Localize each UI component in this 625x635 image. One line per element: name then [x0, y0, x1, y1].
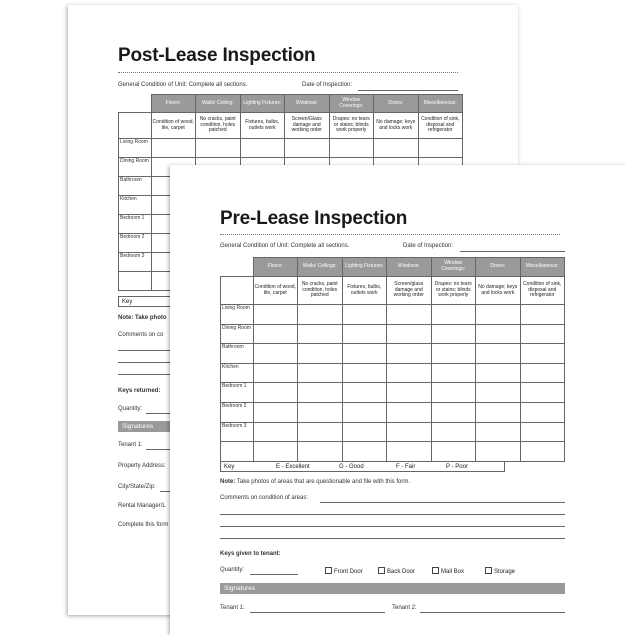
- tenant1-label: Tenant 1:: [220, 605, 245, 611]
- column-description: No damage; keys and locks work: [476, 277, 521, 305]
- inspection-cell[interactable]: [520, 422, 565, 442]
- inspection-cell[interactable]: [342, 402, 387, 422]
- inspection-cell[interactable]: [387, 344, 432, 364]
- inspection-cell[interactable]: [298, 305, 343, 325]
- quantity-field[interactable]: [250, 574, 298, 575]
- inspection-cell[interactable]: [476, 383, 521, 403]
- key-fair: F - Fair: [396, 464, 416, 470]
- inspection-cell[interactable]: [387, 442, 432, 462]
- column-description: No cracks, paint condition, holes patched: [298, 277, 343, 305]
- inspection-cell[interactable]: [253, 305, 298, 325]
- city-state-zip-label: City/State/Zip:: [118, 484, 156, 490]
- room-label: Kitchen: [119, 196, 152, 215]
- inspection-cell[interactable]: [431, 422, 476, 442]
- tenant2-label: Tenant 2:: [392, 605, 417, 611]
- property-address-label: Property Address:: [118, 463, 166, 469]
- key-legend: [220, 461, 505, 472]
- inspection-cell[interactable]: [119, 272, 152, 291]
- column-header: Floors:: [253, 258, 298, 277]
- checkbox-icon[interactable]: [485, 567, 492, 574]
- inspection-cell[interactable]: [431, 442, 476, 462]
- inspection-cell[interactable]: [476, 402, 521, 422]
- quantity-field[interactable]: [146, 413, 170, 414]
- room-label: Bedroom 3: [221, 422, 254, 442]
- tenant1-label: Tenant 1:: [118, 442, 143, 448]
- key-good: G - Good: [339, 464, 364, 470]
- inspection-cell[interactable]: [520, 383, 565, 403]
- mail-box-option[interactable]: Mail Box: [432, 567, 464, 575]
- column-description: No damage; keys and locks work: [374, 113, 419, 139]
- inspection-cell[interactable]: [151, 139, 196, 158]
- complete-form-text: Complete this form: [118, 522, 169, 528]
- column-description: Drapes: no tears or stains; blinds work properly: [431, 277, 476, 305]
- inspection-cell[interactable]: [253, 363, 298, 383]
- room-label: Kitchen: [221, 363, 254, 383]
- date-of-inspection-label: Date of Inspection:: [302, 82, 353, 88]
- column-description: Screen/glass damage and working order: [387, 277, 432, 305]
- inspection-cell[interactable]: [342, 324, 387, 344]
- pre-lease-sheet: [170, 165, 625, 635]
- inspection-cell[interactable]: [520, 363, 565, 383]
- room-label: Bedroom 3: [119, 253, 152, 272]
- inspection-cell[interactable]: [253, 344, 298, 364]
- comments-line[interactable]: [220, 538, 565, 539]
- key-excellent: E - Excellent: [276, 464, 310, 470]
- back-door-option[interactable]: Back Door: [378, 567, 415, 575]
- date-of-inspection-label: Date of Inspection:: [403, 243, 454, 249]
- room-label: Bathroom: [221, 344, 254, 364]
- inspection-cell[interactable]: [476, 422, 521, 442]
- column-header: Lighting Fixtures:: [240, 95, 285, 113]
- inspection-cell[interactable]: [342, 383, 387, 403]
- table-row: [221, 363, 565, 383]
- column-header: Window Coverings:: [329, 95, 374, 113]
- inspection-cell[interactable]: [431, 383, 476, 403]
- tenant2-field[interactable]: [420, 612, 565, 613]
- general-condition-text: General Condition of Unit: Complete all sections.: [220, 243, 350, 249]
- inspection-cell[interactable]: [431, 363, 476, 383]
- room-label: Bedroom 1: [221, 383, 254, 403]
- inspection-cell[interactable]: [285, 139, 330, 158]
- comments-line[interactable]: [220, 526, 565, 527]
- table-row: [221, 402, 565, 422]
- key-label: Key: [122, 299, 133, 305]
- table-row: [221, 422, 565, 442]
- inspection-cell[interactable]: [253, 442, 298, 462]
- column-description: Condition of wood, tile, carpet: [253, 277, 298, 305]
- comments-label: Comments on condition of areas:: [220, 495, 309, 501]
- inspection-cell[interactable]: [221, 442, 254, 462]
- column-header: Walls/ Ceilings:: [298, 258, 343, 277]
- inspection-cell[interactable]: [387, 402, 432, 422]
- table-row: [221, 324, 565, 344]
- comments-line[interactable]: [118, 374, 170, 375]
- inspection-cell[interactable]: [342, 305, 387, 325]
- inspection-cell[interactable]: [298, 422, 343, 442]
- inspection-cell[interactable]: [329, 139, 374, 158]
- column-description: No cracks, paint condition, holes patched: [196, 113, 241, 139]
- table-row: [119, 139, 463, 158]
- room-label: Bedroom 2: [119, 234, 152, 253]
- room-label: Bedroom 1: [119, 215, 152, 234]
- room-label: Dining Room: [119, 158, 152, 177]
- quantity-label: Quantity:: [118, 406, 143, 412]
- comments-label: Comments on co: [118, 332, 164, 338]
- inspection-cell[interactable]: [520, 402, 565, 422]
- table-row: [221, 305, 565, 325]
- inspection-cell[interactable]: [520, 305, 565, 325]
- column-header: Miscellaneous:: [520, 258, 565, 277]
- note-label: Note:: [220, 479, 236, 485]
- room-label: Bathroom: [119, 177, 152, 196]
- rental-manager-label: Rental Manager/L: [118, 503, 166, 509]
- room-label: Bedroom 2: [221, 402, 254, 422]
- title-divider: [220, 234, 560, 235]
- room-label: Living Room: [221, 305, 254, 325]
- column-description: Condition of wood, tile, carpet: [151, 113, 196, 139]
- inspection-cell[interactable]: [520, 442, 565, 462]
- inspection-cell[interactable]: [298, 344, 343, 364]
- inspection-cell[interactable]: [431, 305, 476, 325]
- inspection-cell[interactable]: [520, 344, 565, 364]
- column-header: Window Coverings:: [431, 258, 476, 277]
- signatures-bar: Signatures: [220, 583, 565, 594]
- inspection-cell[interactable]: [342, 422, 387, 442]
- inspection-cell[interactable]: [387, 363, 432, 383]
- note-text: [220, 479, 410, 485]
- date-of-inspection-field[interactable]: [460, 251, 565, 252]
- front-door-option[interactable]: Front Door: [325, 567, 363, 575]
- inspection-cell[interactable]: [298, 402, 343, 422]
- inspection-cell[interactable]: [298, 383, 343, 403]
- column-header: Lighting Fixtures:: [342, 258, 387, 277]
- inspection-cell[interactable]: [298, 442, 343, 462]
- inspection-cell[interactable]: [476, 363, 521, 383]
- inspection-cell[interactable]: [342, 363, 387, 383]
- column-header: Floors:: [151, 95, 196, 113]
- inspection-cell[interactable]: [253, 422, 298, 442]
- column-header: Windows:: [387, 258, 432, 277]
- inspection-cell[interactable]: [387, 383, 432, 403]
- column-description: Fixtures, bulbs, outlets work: [342, 277, 387, 305]
- inspection-cell[interactable]: [387, 305, 432, 325]
- keys-returned-label: Keys returned:: [118, 388, 161, 394]
- comments-line[interactable]: [118, 350, 170, 351]
- tenant1-field[interactable]: [146, 449, 170, 450]
- inspection-cell[interactable]: [298, 324, 343, 344]
- inspection-cell[interactable]: [374, 139, 419, 158]
- inspection-cell[interactable]: [253, 324, 298, 344]
- title-divider: [118, 72, 458, 73]
- general-condition-text: General Condition of Unit: Complete all sections.: [118, 82, 248, 88]
- comments-line[interactable]: [320, 502, 565, 503]
- table-row: [221, 344, 565, 364]
- checkbox-icon[interactable]: [432, 567, 439, 574]
- comments-line[interactable]: [220, 514, 565, 515]
- column-header: Doors:: [374, 95, 419, 113]
- inspection-cell[interactable]: [431, 324, 476, 344]
- quantity-label: Quantity:: [220, 567, 245, 573]
- checkbox-icon[interactable]: [325, 567, 332, 574]
- room-label: Living Room: [119, 139, 152, 158]
- inspection-cell[interactable]: [431, 402, 476, 422]
- note-text: Note: Take photo: [118, 315, 167, 321]
- column-description: Condition of sink, disposal and refrigerator: [418, 113, 463, 139]
- inspection-cell[interactable]: [342, 344, 387, 364]
- table-row: [221, 383, 565, 403]
- column-description: Screen/Glass damage and working order: [285, 113, 330, 139]
- column-header: Doors:: [476, 258, 521, 277]
- keys-given-label: Keys given to tenant:: [220, 551, 281, 557]
- inspection-cell[interactable]: [431, 344, 476, 364]
- inspection-cell[interactable]: [387, 422, 432, 442]
- post-lease-title: Post-Lease Inspection: [118, 45, 316, 66]
- column-description: Fixtures, bulbs, outlets work: [240, 113, 285, 139]
- inspection-cell[interactable]: [476, 305, 521, 325]
- inspection-cell[interactable]: [387, 324, 432, 344]
- inspection-cell[interactable]: [418, 139, 463, 158]
- pre-lease-title: Pre-Lease Inspection: [220, 208, 408, 229]
- inspection-cell[interactable]: [240, 139, 285, 158]
- note-body: Take photos of areas that are questionable and file with this form.: [236, 479, 411, 485]
- storage-option[interactable]: Storage: [485, 567, 515, 575]
- inspection-cell[interactable]: [196, 139, 241, 158]
- signatures-bar: Signatures: [118, 421, 170, 432]
- inspection-cell[interactable]: [253, 402, 298, 422]
- table-row: [221, 442, 565, 462]
- inspection-cell[interactable]: [298, 363, 343, 383]
- key-label: Key: [224, 464, 235, 470]
- column-description: Drapes: no tears or stains; blinds work properly: [329, 113, 374, 139]
- column-description: Condition of sink, disposal and refrigerator: [520, 277, 565, 305]
- comments-line[interactable]: [118, 362, 170, 363]
- checkbox-icon[interactable]: [378, 567, 385, 574]
- column-header: Windows:: [285, 95, 330, 113]
- key-poor: P - Poor: [446, 464, 468, 470]
- date-of-inspection-field[interactable]: [358, 90, 458, 91]
- city-state-zip-field[interactable]: [160, 491, 170, 492]
- room-label: Dining Room: [221, 324, 254, 344]
- inspection-cell[interactable]: [342, 442, 387, 462]
- inspection-grid: [220, 257, 565, 462]
- column-header: Miscellaneous:: [418, 95, 463, 113]
- inspection-cell[interactable]: [520, 324, 565, 344]
- inspection-cell[interactable]: [253, 383, 298, 403]
- inspection-cell[interactable]: [476, 344, 521, 364]
- inspection-cell[interactable]: [476, 442, 521, 462]
- inspection-cell[interactable]: [476, 324, 521, 344]
- column-header: Walls/ Ceiling:: [196, 95, 241, 113]
- tenant1-field[interactable]: [250, 612, 385, 613]
